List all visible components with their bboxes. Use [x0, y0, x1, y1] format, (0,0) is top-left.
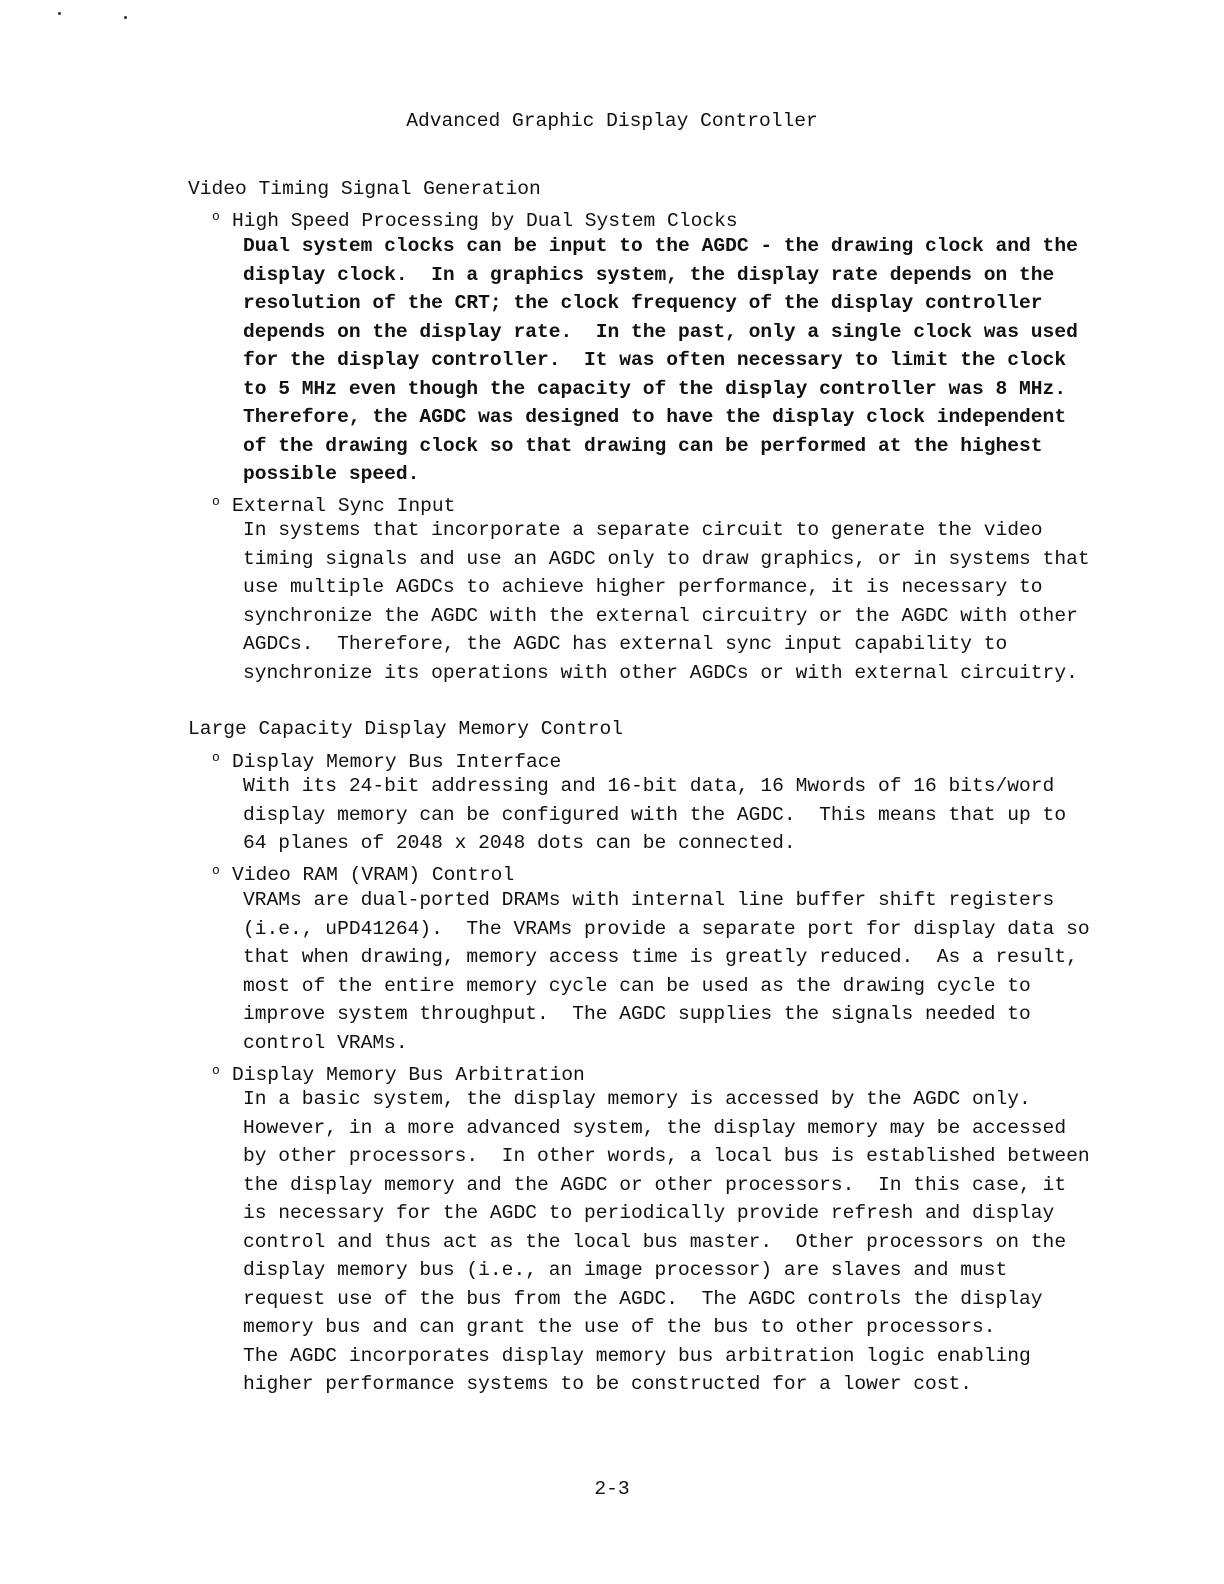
paragraph-external-sync [243, 516, 1090, 687]
subsection-title: Video RAM (VRAM) Control [232, 864, 515, 886]
text-line: by other processors. In other words, a local bus is established between [243, 1145, 1090, 1167]
text-line: However, in a more advanced system, the display memory may be accessed [243, 1116, 1067, 1139]
paragraph-bus-interface [243, 772, 1066, 858]
text-line: synchronize its operations with other AGDCs or with external circuitry. [243, 661, 1078, 684]
paragraph-vram-control [243, 886, 1090, 1057]
text-line: synchronize the AGDC with the external circuitry or the AGDC with other [243, 604, 1078, 627]
text-line: timing signals and use an AGDC only to draw graphics, or in systems that [243, 547, 1090, 570]
text-line: of the drawing clock so that drawing can be performed at the highest [243, 434, 1043, 457]
subsection-title: Display Memory Bus Interface [232, 751, 562, 773]
text-line: memory bus and can grant the use of the bus to other processors. [243, 1316, 996, 1338]
page-number: 2-3 [594, 1478, 630, 1500]
text-line: Therefore, the AGDC was designed to have the display clock independent [243, 406, 1067, 428]
paragraph-bus-arbitration [243, 1085, 1090, 1399]
text-line: most of the entire memory cycle can be used as the drawing cycle to [243, 974, 1031, 997]
text-line: 64 planes of 2048 x 2048 dots can be connected. [243, 832, 796, 854]
scan-speck [124, 16, 127, 19]
text-line: display clock. In a graphics system, the display rate depends on the [243, 263, 1055, 286]
text-line: resolution of the CRT; the clock frequency of the display controller [243, 292, 1043, 314]
text-line: control VRAMs. [243, 1031, 408, 1054]
bullet-icon: o [212, 494, 220, 509]
text-line: for the display controller. It was often necessary to limit the clock [243, 349, 1067, 371]
bullet-icon: o [212, 1063, 220, 1078]
text-line: depends on the display rate. In the past, only a single clock was used [243, 320, 1078, 343]
text-line: use multiple AGDCs to achieve higher performance, it is necessary to [243, 576, 1043, 598]
subsection-title: External Sync Input [232, 495, 456, 517]
text-line: AGDCs. Therefore, the AGDC has external sync input capability to [243, 633, 1008, 655]
text-line: improve system throughput. The AGDC supplies the signals needed to [243, 1003, 1031, 1025]
text-line: that when drawing, memory access time is greatly reduced. As a result, [243, 946, 1078, 968]
text-line: is necessary for the AGDC to periodically provide refresh and display [243, 1202, 1055, 1224]
page-title: Advanced Graphic Display Controller [406, 110, 818, 132]
text-line: display memory bus (i.e., an image processor) are slaves and must [243, 1259, 1008, 1281]
text-line: request use of the bus from the AGDC. The AGDC controls the display [243, 1287, 1043, 1310]
text-line: The AGDC incorporates display memory bus arbitration logic enabling [243, 1344, 1031, 1367]
section-heading-display-memory: Large Capacity Display Memory Control [188, 718, 624, 740]
text-line: (i.e., uPD41264). The VRAMs provide a separate port for display data so [243, 917, 1090, 940]
subsection-heading-vram-control [212, 857, 514, 890]
section-heading-video-timing: Video Timing Signal Generation [188, 178, 541, 200]
subsection-heading-dual-clocks [212, 203, 738, 236]
scan-speck [58, 12, 61, 15]
text-line: display memory can be configured with the AGDC. This means that up to [243, 803, 1067, 826]
text-line: higher performance systems to be constructed for a lower cost. [243, 1373, 973, 1395]
paragraph-dual-clocks [243, 232, 1078, 489]
text-line: In systems that incorporate a separate circuit to generate the video [243, 519, 1043, 541]
text-line: control and thus act as the local bus master. Other processors on the [243, 1230, 1067, 1253]
text-line: possible speed. [243, 463, 420, 485]
subsection-title: Display Memory Bus Arbitration [232, 1064, 585, 1086]
text-line: to 5 MHz even though the capacity of the display controller was 8 MHz. [243, 377, 1067, 400]
bullet-icon: o [212, 750, 220, 765]
text-line: In a basic system, the display memory is accessed by the AGDC only. [243, 1088, 1031, 1110]
text-line: Dual system clocks can be input to the AGDC - the drawing clock and the [243, 235, 1078, 257]
bullet-icon: o [212, 863, 220, 878]
bullet-icon: o [212, 209, 220, 224]
subsection-title: High Speed Processing by Dual System Clocks [232, 210, 738, 232]
text-line: With its 24-bit addressing and 16-bit data, 16 Mwords of 16 bits/word [243, 775, 1055, 797]
text-line: VRAMs are dual-ported DRAMs with internal line buffer shift registers [243, 889, 1055, 911]
text-line: the display memory and the AGDC or other processors. In this case, it [243, 1173, 1067, 1196]
